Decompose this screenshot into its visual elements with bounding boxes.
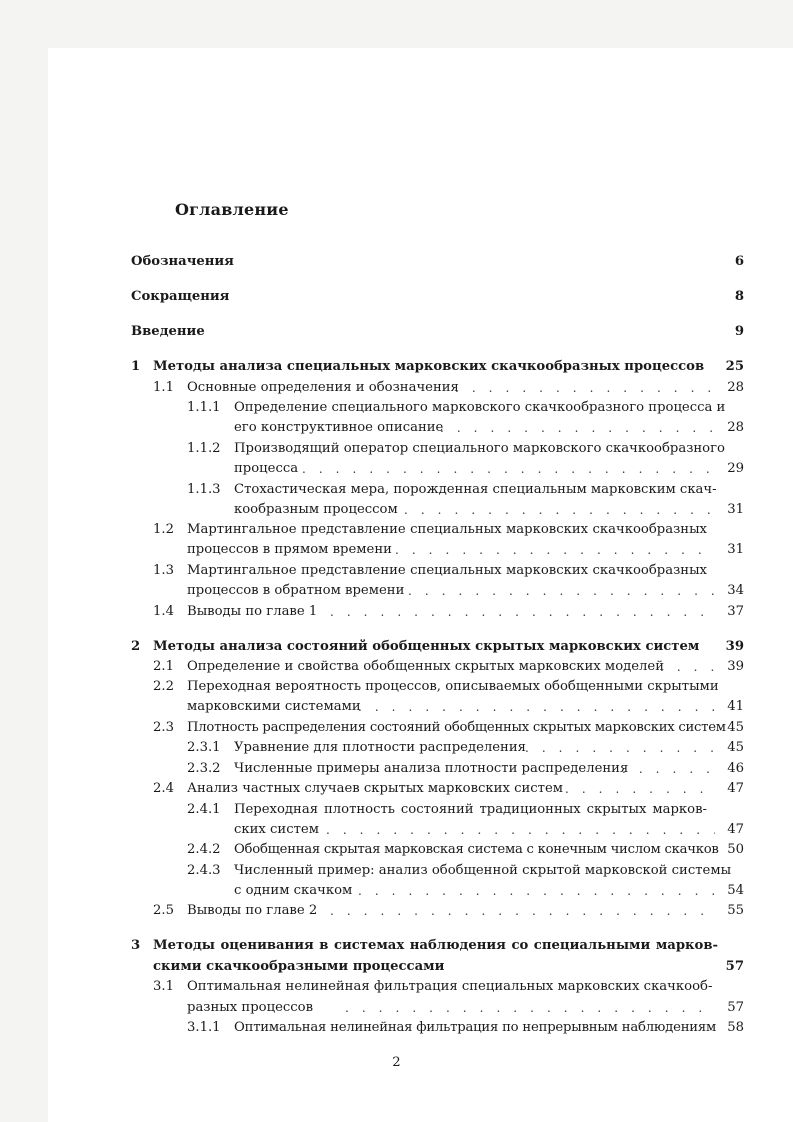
toc-entry-text: Численные примеры анализа плотности распределения	[234, 761, 629, 776]
toc-entry-text: Выводы по главе 1	[187, 604, 318, 619]
toc-entry[interactable]	[0, 322, 793, 342]
toc-entry-page: 45	[727, 740, 744, 755]
toc-entry-text-cont: скими скачкообразными процессами	[153, 959, 445, 974]
toc-entry-number: 2.4.1	[187, 802, 221, 817]
toc-entry-number: 1.1	[153, 380, 174, 395]
toc-entry-number: 3.1	[153, 979, 174, 994]
toc-subsection[interactable]	[0, 480, 793, 500]
toc-subsection-cont[interactable]	[0, 820, 793, 840]
toc-entry-text: Мартингальное представление специальных марковских скачкообразных	[187, 563, 707, 578]
toc-subsection-cont[interactable]	[0, 881, 793, 901]
toc-entry-page: 54	[727, 883, 744, 898]
toc-entry-page: 25	[725, 359, 744, 374]
toc-subsection[interactable]	[0, 759, 793, 779]
toc-dot-leader	[455, 378, 715, 398]
toc-entry-text: Анализ частных случаев скрытых марковских систем	[187, 781, 564, 796]
toc-entry-text: Стохастическая мера, порожденная специальным марковским скач-	[234, 482, 717, 497]
toc-dot-leader	[408, 581, 715, 601]
toc-entry-text-cont: процесса	[234, 461, 299, 476]
toc-entry-text: Численный пример: анализ обобщенной скрытой марковской системы	[234, 863, 732, 878]
toc-subsection[interactable]	[0, 738, 793, 758]
toc-entry-page: 34	[727, 583, 744, 598]
toc-entry-text: Введение	[131, 324, 205, 339]
toc-chapter[interactable]	[0, 637, 793, 657]
toc-entry-page: 47	[727, 781, 744, 796]
toc-dot-leader	[525, 738, 715, 758]
toc-entry-text-cont: его конструктивное описание	[234, 420, 444, 435]
toc-dot-leader	[330, 602, 715, 622]
toc-entry-number: 2.4	[153, 781, 174, 796]
toc-entry-text: Плотность распределения состояний обобщенных скрытых марковских систем	[187, 720, 726, 735]
toc-dot-leader	[565, 779, 715, 799]
toc-dot-leader	[440, 418, 715, 438]
toc-entry-page: 47	[727, 822, 744, 837]
toc-entry-text: Основные определения и обозначения	[187, 380, 459, 395]
toc-entry-text-cont: процессов в обратном времени	[187, 583, 405, 598]
toc-section[interactable]	[0, 779, 793, 799]
toc-entry-number: 3.1.1	[187, 1020, 221, 1035]
toc-chapter[interactable]	[0, 357, 793, 377]
toc-entry-page: 58	[727, 1020, 744, 1035]
toc-subsection[interactable]	[0, 800, 793, 820]
toc-entry-page: 6	[734, 254, 744, 269]
toc-entry-text: Методы анализа состояний обобщенных скрытых марковских систем	[153, 639, 700, 654]
toc-subsection[interactable]	[0, 840, 793, 860]
toc-subsection-cont[interactable]	[0, 500, 793, 520]
toc-entry-number: 2.3.2	[187, 761, 221, 776]
toc-entry-page: 57	[727, 1000, 744, 1015]
toc-entry-number: 2	[131, 639, 141, 654]
toc-entry-text: Мартингальное представление специальных марковских скачкообразных	[187, 522, 707, 537]
toc-entry-page: 28	[727, 420, 744, 435]
toc-entry-page: 9	[734, 324, 744, 339]
toc-entry-text: Оптимальная нелинейная фильтрация специальных марковских скачкооб-	[187, 979, 713, 994]
toc-entry-page: 31	[727, 502, 744, 517]
toc-section[interactable]	[0, 901, 793, 921]
toc-entry-page: 8	[734, 289, 744, 304]
toc-subsection[interactable]	[0, 398, 793, 418]
toc-entry-number: 2.5	[153, 903, 174, 918]
toc-entry-text-cont: с одним скачком	[234, 883, 353, 898]
toc-entry-number: 1.2	[153, 522, 174, 537]
toc-dot-leader	[302, 459, 715, 479]
toc-section-cont[interactable]	[0, 581, 793, 601]
toc-dot-leader	[622, 759, 715, 779]
toc-entry-text-cont: ских систем	[234, 822, 319, 837]
toc-entry-page: 37	[727, 604, 744, 619]
toc-entry-text: Производящий оператор специального марковского скачкообразного	[234, 441, 725, 456]
toc-dot-leader	[326, 820, 715, 840]
toc-entry-text: Переходная плотность состояний традиционных скрытых марков-	[234, 802, 707, 817]
toc-entry-text: Уравнение для плотности распределения	[234, 740, 526, 755]
toc-chapter-cont[interactable]	[0, 957, 793, 977]
toc-subsection[interactable]	[0, 439, 793, 459]
toc-entry[interactable]	[0, 287, 793, 307]
toc-title: Оглавление	[175, 200, 289, 219]
toc-entry-number: 1.3	[153, 563, 174, 578]
toc-section[interactable]	[0, 718, 793, 738]
toc-entry-page: 39	[727, 659, 744, 674]
toc-entry-text-cont: процессов в прямом времени	[187, 542, 392, 557]
toc-entry-text: Переходная вероятность процессов, описываемых обобщенными скрытыми	[187, 679, 719, 694]
toc-entry-page: 45	[727, 720, 744, 735]
toc-section[interactable]	[0, 657, 793, 677]
toc-subsection[interactable]	[0, 1018, 793, 1038]
toc-entry-text: Обобщенная скрытая марковская система с конечным числом скачков	[234, 842, 719, 857]
toc-entry-text: Оптимальная нелинейная фильтрация по непрерывным наблюдениям	[234, 1020, 717, 1035]
toc-dot-leader	[330, 901, 715, 921]
toc-chapter[interactable]	[0, 936, 793, 956]
toc-entry-number: 2.1	[153, 659, 174, 674]
toc-section[interactable]	[0, 378, 793, 398]
toc-dot-leader	[358, 881, 715, 901]
toc-entry-number: 2.4.2	[187, 842, 221, 857]
toc-entry-number: 1	[131, 359, 141, 374]
toc-entry-page: 28	[727, 380, 744, 395]
toc-entry-page: 57	[725, 959, 744, 974]
toc-section[interactable]	[0, 677, 793, 697]
toc-entry-page: 41	[727, 699, 744, 714]
toc-section-cont[interactable]	[0, 697, 793, 717]
toc-entry-page: 46	[727, 761, 744, 776]
toc-entry-number: 1.4	[153, 604, 174, 619]
toc-entry-text-cont: разных процессов	[187, 1000, 314, 1015]
toc-entry-number: 1.1.3	[187, 482, 221, 497]
toc-entry-page: 55	[727, 903, 744, 918]
toc-entry-text: Определение специального марковского скачкообразного процесса и	[234, 400, 726, 415]
toc-dot-leader	[660, 657, 715, 677]
toc-section[interactable]	[0, 602, 793, 622]
toc-entry-page: 39	[725, 639, 744, 654]
toc-entry-number: 1.1.1	[187, 400, 221, 415]
toc-subsection[interactable]	[0, 861, 793, 881]
toc-dot-leader	[404, 500, 715, 520]
toc-entry-number: 2.4.3	[187, 863, 221, 878]
toc-entry-text-cont: кообразным процессом	[234, 502, 398, 517]
toc-entry-text: Обозначения	[131, 254, 234, 269]
toc-entry-number: 1.1.2	[187, 441, 221, 456]
toc-entry-number: 2.3.1	[187, 740, 221, 755]
toc-dot-leader	[395, 540, 715, 560]
toc-subsection-cont[interactable]	[0, 459, 793, 479]
toc-subsection-cont[interactable]	[0, 418, 793, 438]
toc-entry-text: Методы оценивания в системах наблюдения со специальными марков-	[153, 938, 718, 953]
toc-section[interactable]	[0, 520, 793, 540]
toc-entry-number: 2.3	[153, 720, 174, 735]
toc-section[interactable]	[0, 977, 793, 997]
toc-entry-text-cont: марковскими системами	[187, 699, 361, 714]
toc-entry-text: Сокращения	[131, 289, 230, 304]
toc-entry-page: 50	[727, 842, 744, 857]
toc-section-cont[interactable]	[0, 540, 793, 560]
toc-dot-leader	[358, 697, 715, 717]
toc-dot-leader	[345, 998, 715, 1018]
toc-section-cont[interactable]	[0, 998, 793, 1018]
toc-entry-text: Определение и свойства обобщенных скрытых марковских моделей	[187, 659, 665, 674]
toc-section[interactable]	[0, 561, 793, 581]
toc-entry[interactable]	[0, 252, 793, 272]
page-number: 2	[392, 1055, 401, 1070]
toc-entry-text: Выводы по главе 2	[187, 903, 318, 918]
toc-entry-page: 31	[727, 542, 744, 557]
toc-entry-page: 29	[727, 461, 744, 476]
toc-entry-text: Методы анализа специальных марковских скачкообразных процессов	[153, 359, 705, 374]
toc-entry-number: 2.2	[153, 679, 174, 694]
toc-entry-number: 3	[131, 938, 141, 953]
